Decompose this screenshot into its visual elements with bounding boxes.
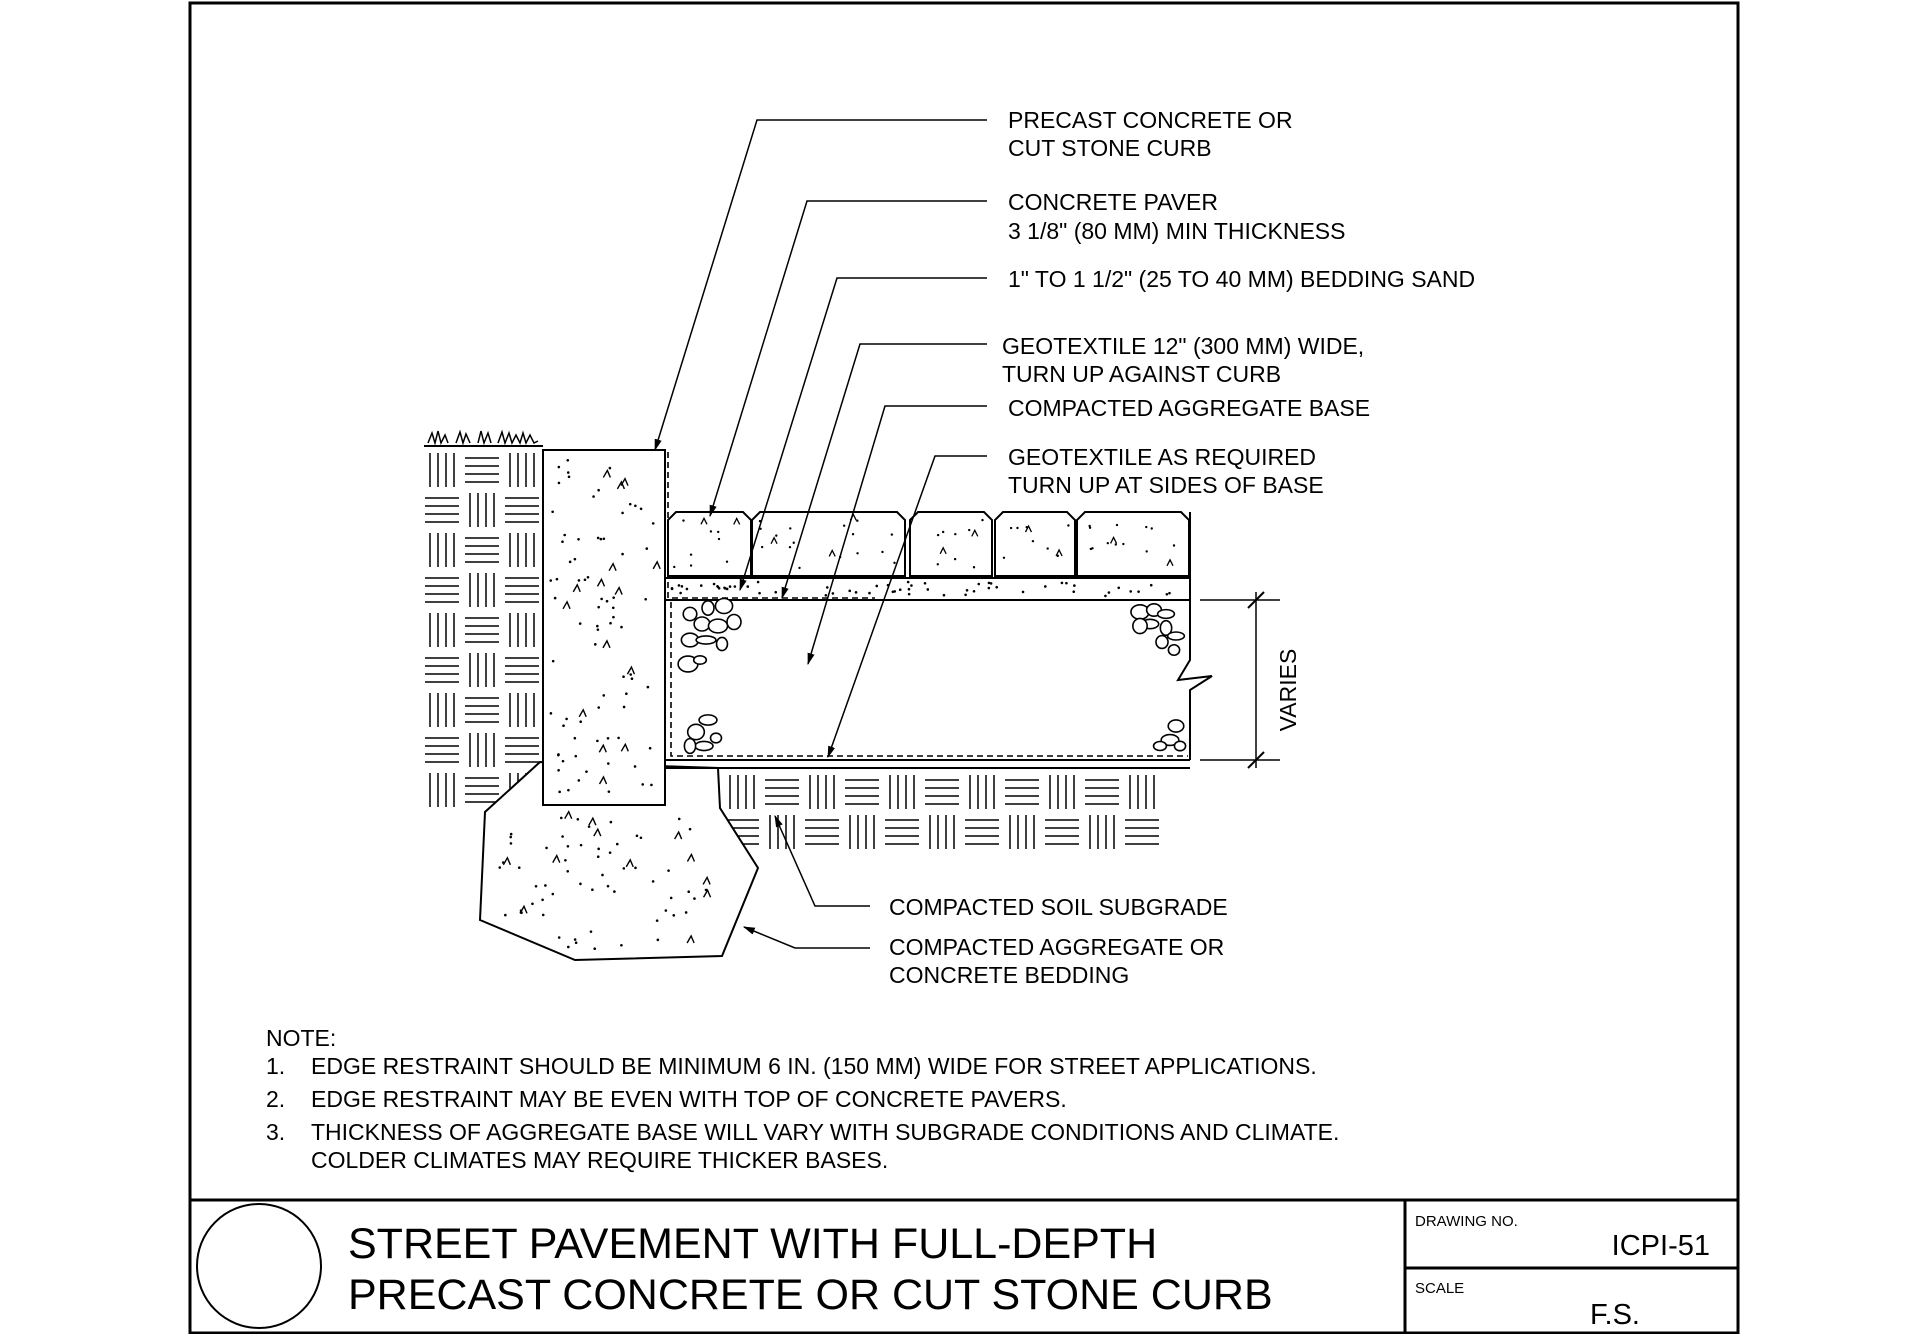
sand-stipple bbox=[671, 581, 1171, 597]
note-1-text: EDGE RESTRAINT SHOULD BE MINIMUM 6 IN. (150 MM) WIDE FOR STREET APPLICATIONS. bbox=[311, 1053, 1317, 1079]
callout-paver-2: 3 1/8" (80 MM) MIN THICKNESS bbox=[1008, 218, 1346, 244]
varies-label: VARIES bbox=[1275, 648, 1301, 732]
callout-geotextile-wide-1: GEOTEXTILE 12" (300 MM) WIDE, bbox=[1002, 333, 1365, 359]
note-1-num: 1. bbox=[266, 1053, 286, 1079]
callout-geotextile-req-2: TURN UP AT SIDES OF BASE bbox=[1008, 472, 1324, 498]
callout-geotextile-wide-2: TURN UP AGAINST CURB bbox=[1002, 361, 1282, 387]
scale-label: SCALE bbox=[1415, 1280, 1465, 1297]
title-line-2: PRECAST CONCRETE OR CUT STONE CURB bbox=[348, 1271, 1273, 1319]
note-2-text: EDGE RESTRAINT MAY BE EVEN WITH TOP OF CONCRETE PAVERS. bbox=[311, 1086, 1067, 1112]
callout-bedding-1: COMPACTED AGGREGATE OR bbox=[889, 934, 1225, 960]
callout-curb-1: PRECAST CONCRETE OR bbox=[1008, 107, 1293, 133]
drawing-no-label: DRAWING NO. bbox=[1415, 1213, 1518, 1230]
notes-heading: NOTE: bbox=[266, 1025, 337, 1051]
note-3-num: 3. bbox=[266, 1119, 286, 1145]
callout-bedding-2: CONCRETE BEDDING bbox=[889, 962, 1130, 988]
note-2-num: 2. bbox=[266, 1086, 286, 1112]
soil-hatch-left bbox=[425, 453, 539, 807]
grass-icon bbox=[428, 431, 538, 443]
drawing-no-value: ICPI-51 bbox=[1611, 1230, 1710, 1262]
callout-subgrade: COMPACTED SOIL SUBGRADE bbox=[889, 894, 1228, 920]
soil-hatch-subgrade bbox=[725, 775, 1159, 849]
note-3-text-1: THICKNESS OF AGGREGATE BASE WILL VARY WITH SUBGRADE CONDITIONS AND CLIMATE. bbox=[311, 1119, 1340, 1145]
scale-value: F.S. bbox=[1590, 1299, 1640, 1331]
callout-curb-2: CUT STONE CURB bbox=[1008, 135, 1212, 161]
note-3-text-2: COLDER CLIMATES MAY REQUIRE THICKER BASES. bbox=[311, 1147, 889, 1173]
varies-dimension bbox=[1200, 592, 1301, 768]
detail-reference-circle bbox=[197, 1204, 321, 1328]
precast-curb bbox=[543, 450, 665, 805]
callout-agg-base: COMPACTED AGGREGATE BASE bbox=[1008, 395, 1371, 421]
aggregate-base bbox=[666, 600, 1190, 760]
callout-sand: 1" TO 1 1/2" (25 TO 40 MM) BEDDING SAND bbox=[1008, 266, 1476, 292]
title-block bbox=[190, 1200, 1738, 1333]
callout-paver-1: CONCRETE PAVER bbox=[1008, 189, 1219, 215]
notes bbox=[266, 1025, 1339, 1173]
callout-geotextile-req-1: GEOTEXTILE AS REQUIRED bbox=[1008, 444, 1317, 470]
concrete-pavers bbox=[668, 512, 1189, 576]
title-line-1: STREET PAVEMENT WITH FULL-DEPTH bbox=[348, 1220, 1158, 1268]
